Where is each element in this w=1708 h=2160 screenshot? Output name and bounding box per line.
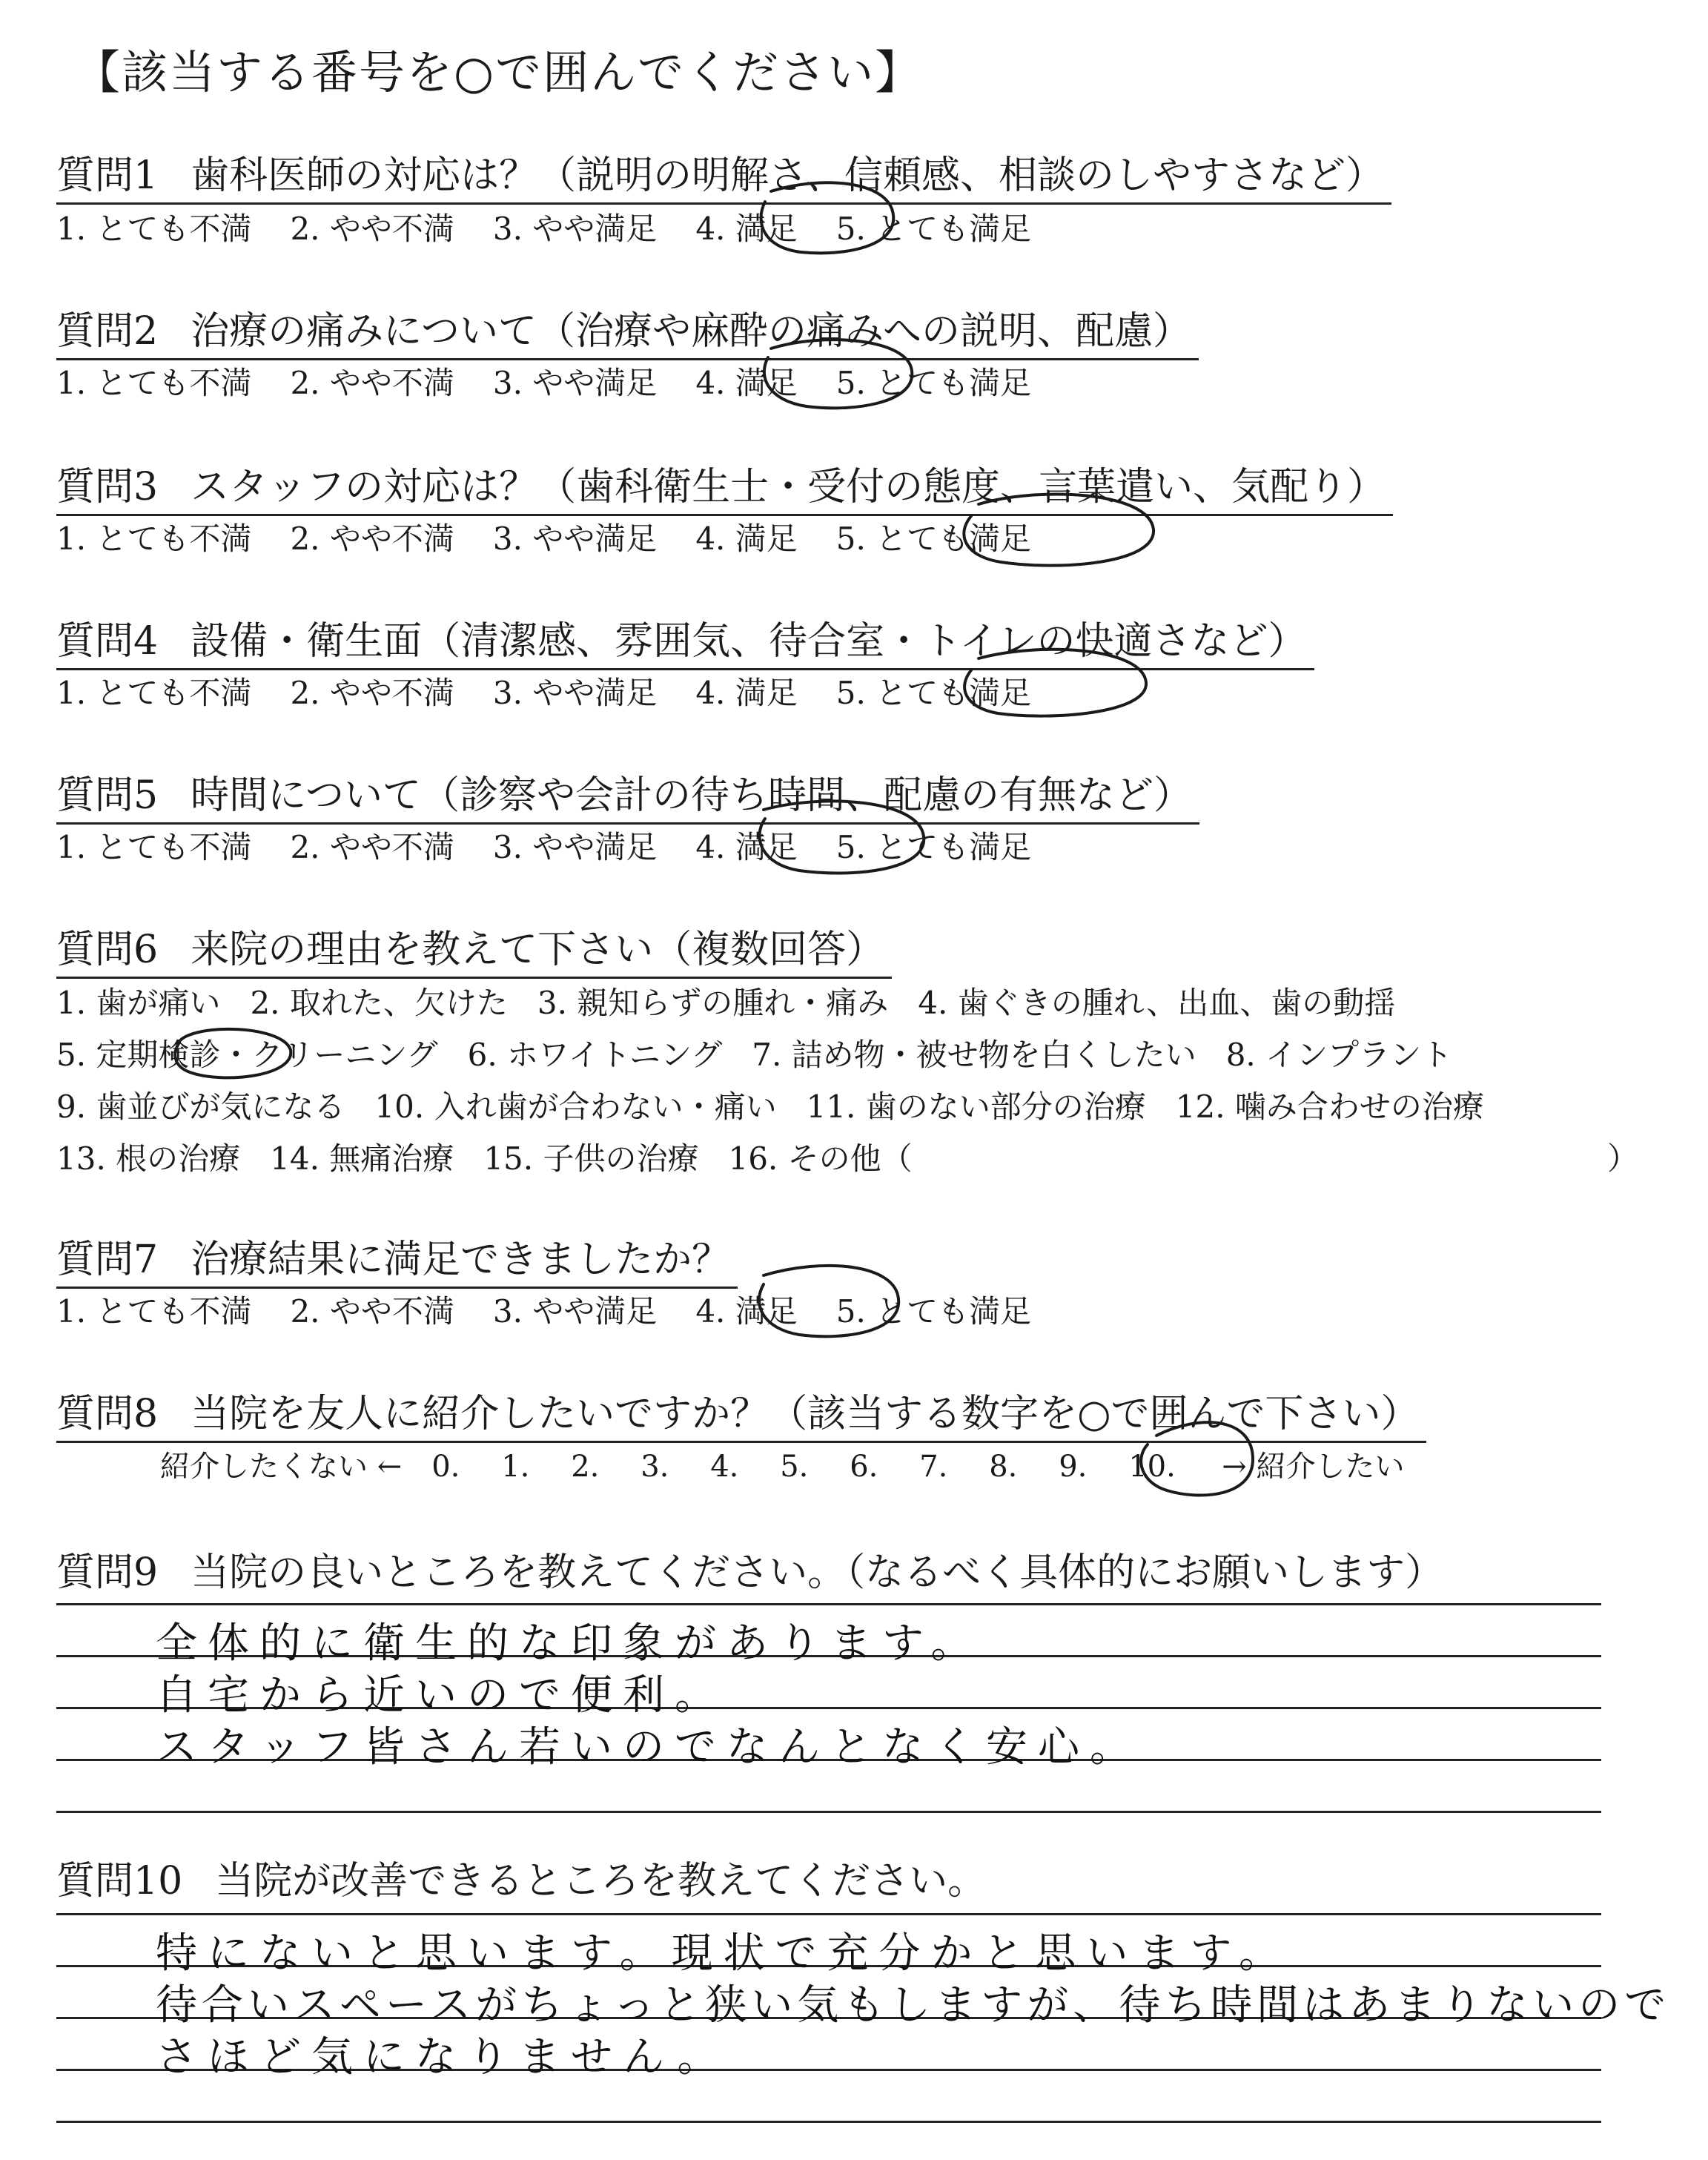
q6-row-3: [56, 1083, 1514, 1127]
question-1-heading: [56, 144, 1391, 205]
q8-scale: [160, 1443, 1434, 1485]
q1-option-3[interactable]: 3. やや満足: [492, 211, 658, 247]
question-10-label: 質問10: [56, 1859, 183, 1903]
q6-option-14[interactable]: 14. 無痛治療: [270, 1140, 454, 1177]
q6-other-close-paren: ）: [1607, 1140, 1639, 1177]
q6-row-4: [56, 1135, 942, 1179]
q10-answer-line-1: [56, 1913, 1601, 1915]
question-8-heading: [56, 1382, 1426, 1443]
q9-answer-text-1: 全体的に衛生的な印象があります。: [156, 1619, 983, 1668]
q8-score-10[interactable]: 10.: [1128, 1450, 1176, 1484]
q8-score-4[interactable]: 4.: [710, 1450, 739, 1484]
q1-option-4[interactable]: 4. 満足: [695, 211, 798, 247]
question-7-options: [56, 1287, 1070, 1332]
q8-score-9[interactable]: 9.: [1059, 1450, 1088, 1484]
q6-row-1: [56, 979, 1425, 1023]
question-2-label: 質問2: [56, 309, 159, 354]
question-8-text: 当院を友人に紹介したいですか？（該当する数字を○で囲んで下さい）: [191, 1392, 1420, 1436]
page-title: 【該当する番号を○で囲んでください】: [74, 45, 923, 99]
q8-right-label: → 紹介したい: [1222, 1450, 1405, 1484]
q8-score-2[interactable]: 2.: [571, 1450, 600, 1484]
question-4-text: 設備・衛生面（清潔感、雰囲気、待合室・トイレの快適さなど）: [191, 619, 1307, 664]
question-5-label: 質問5: [56, 773, 159, 818]
question-1-options: [56, 205, 1070, 249]
q6-option-1[interactable]: 1. 歯が痛い: [56, 985, 221, 1021]
question-6-heading: [56, 918, 892, 979]
q6-option-9[interactable]: 9. 歯並びが気になる: [56, 1089, 345, 1125]
q6-option-10[interactable]: 10. 入れ歯が合わない・痛い: [374, 1089, 777, 1125]
q8-score-5[interactable]: 5.: [780, 1450, 809, 1484]
q8-score-8[interactable]: 8.: [989, 1450, 1018, 1484]
q3-option-5[interactable]: 5. とても満足: [835, 521, 1032, 557]
question-9-text: 当院の良いところを教えてください。（なるべく具体的にお願いします）: [191, 1550, 1444, 1595]
q6-option-2[interactable]: 2. 取れた、欠けた: [250, 985, 508, 1021]
question-3-label: 質問3: [56, 465, 159, 509]
q9-answer-line-1: [56, 1603, 1601, 1605]
q9-answer-text-2: 自宅から近いので便利。: [156, 1671, 726, 1720]
q6-option-5[interactable]: 5. 定期検診・クリーニング: [56, 1037, 438, 1073]
question-6-label: 質問6: [56, 928, 159, 972]
question-8-label: 質問8: [56, 1392, 159, 1436]
question-10-text: 当院が改善できるところを教えてください。: [215, 1859, 987, 1903]
question-3-heading: [56, 455, 1393, 516]
q10-answer-text-3: さほど気になりません。: [156, 2033, 729, 2081]
q2-option-5[interactable]: 5. とても満足: [835, 365, 1032, 401]
q8-left-label: 紹介したくない ←: [160, 1450, 403, 1484]
q6-option-13[interactable]: 13. 根の治療: [56, 1140, 241, 1177]
question-4-label: 質問4: [56, 619, 159, 664]
q6-option-6[interactable]: 6. ホワイトニング: [467, 1037, 723, 1073]
q1-option-1[interactable]: 1. とても不満: [56, 211, 252, 247]
q6-row-2: [56, 1031, 1482, 1075]
q4-option-1[interactable]: 1. とても不満: [56, 675, 252, 711]
q9-answer-line-5: [56, 1811, 1601, 1813]
q7-option-1[interactable]: 1. とても不満: [56, 1293, 252, 1330]
q7-option-4[interactable]: 4. 満足: [695, 1293, 798, 1330]
q4-option-4[interactable]: 4. 満足: [695, 675, 798, 711]
question-9-heading: [56, 1541, 1451, 1599]
q6-option-8[interactable]: 8. インプラント: [1225, 1037, 1453, 1073]
q1-option-5[interactable]: 5. とても満足: [835, 211, 1032, 247]
q3-option-1[interactable]: 1. とても不満: [56, 521, 252, 557]
q8-score-7[interactable]: 7.: [919, 1450, 948, 1484]
question-2-options: [56, 359, 1070, 403]
q2-option-2[interactable]: 2. やや不満: [290, 365, 454, 401]
q6-option-4[interactable]: 4. 歯ぐきの腫れ、出血、歯の動揺: [918, 985, 1396, 1021]
q5-option-5[interactable]: 5. とても満足: [835, 829, 1032, 865]
q2-option-3[interactable]: 3. やや満足: [492, 365, 658, 401]
question-5-heading: [56, 764, 1199, 825]
q7-option-5[interactable]: 5. とても満足: [835, 1293, 1032, 1330]
q6-option-12[interactable]: 12. 噛み合わせの治療: [1175, 1089, 1484, 1125]
question-3-text: スタッフの対応は？（歯科衛生士・受付の態度、言葉遣い、気配り）: [191, 465, 1386, 509]
q10-answer-line-5: [56, 2121, 1601, 2123]
q2-option-1[interactable]: 1. とても不満: [56, 365, 252, 401]
q10-answer-text-2: 待合いスペースがちょっと狭い気もしますが、待ち時間はあまりないので: [156, 1981, 1671, 2029]
q6-option-7[interactable]: 7. 詰め物・被せ物を白くしたい: [752, 1037, 1196, 1073]
question-4-options: [56, 669, 1070, 713]
q8-score-0[interactable]: 0.: [431, 1450, 460, 1484]
q5-option-1[interactable]: 1. とても不満: [56, 829, 252, 865]
question-5-text: 時間について（診察や会計の待ち時間、配慮の有無など）: [191, 773, 1193, 818]
q6-option-15[interactable]: 15. 子供の治療: [483, 1140, 699, 1177]
q5-option-3[interactable]: 3. やや満足: [492, 829, 658, 865]
q4-option-2[interactable]: 2. やや不満: [290, 675, 454, 711]
q1-option-2[interactable]: 2. やや不満: [290, 211, 454, 247]
question-7-label: 質問7: [56, 1238, 159, 1282]
q6-option-16[interactable]: 16. その他（: [728, 1140, 913, 1177]
q2-option-4[interactable]: 4. 満足: [695, 365, 798, 401]
q4-option-3[interactable]: 3. やや満足: [492, 675, 658, 711]
question-3-options: [56, 515, 1070, 559]
question-9-label: 質問9: [56, 1550, 159, 1595]
question-1-text: 歯科医師の対応は？（説明の明解さ、信頼感、相談のしやすさなど）: [191, 153, 1385, 198]
q4-option-5[interactable]: 5. とても満足: [835, 675, 1032, 711]
question-4-heading: [56, 610, 1314, 670]
question-2-text: 治療の痛みについて（治療や麻酔の痛みへの説明、配慮）: [191, 309, 1192, 354]
q8-score-6[interactable]: 6.: [850, 1450, 878, 1484]
q7-option-3[interactable]: 3. やや満足: [492, 1293, 658, 1330]
question-6-text: 来院の理由を教えて下さい（複数回答）: [191, 928, 885, 972]
q3-option-4[interactable]: 4. 満足: [695, 521, 798, 557]
q6-option-11[interactable]: 11. 歯のない部分の治療: [806, 1089, 1146, 1125]
q6-option-3[interactable]: 3. 親知らずの腫れ・痛み: [537, 985, 889, 1021]
q9-answer-text-3: スタッフ皆さん若いのでなんとなく安心。: [156, 1723, 1142, 1771]
q3-option-2[interactable]: 2. やや不満: [290, 521, 454, 557]
q8-score-1[interactable]: 1.: [501, 1450, 530, 1484]
q5-option-2[interactable]: 2. やや不満: [290, 829, 454, 865]
question-7-heading: [56, 1228, 738, 1289]
question-5-options: [56, 823, 1070, 868]
q10-answer-text-1: 特にないと思います。現状で充分かと思います。: [156, 1929, 1291, 1978]
question-1-label: 質問1: [56, 153, 159, 198]
q8-score-3[interactable]: 3.: [640, 1450, 669, 1484]
question-7-text: 治療結果に満足できましたか？: [191, 1238, 731, 1282]
q7-option-2[interactable]: 2. やや不満: [290, 1293, 454, 1330]
question-10-heading: [56, 1849, 993, 1908]
q5-option-4[interactable]: 4. 満足: [695, 829, 798, 865]
q3-option-3[interactable]: 3. やや満足: [492, 521, 658, 557]
question-2-heading: [56, 300, 1199, 360]
